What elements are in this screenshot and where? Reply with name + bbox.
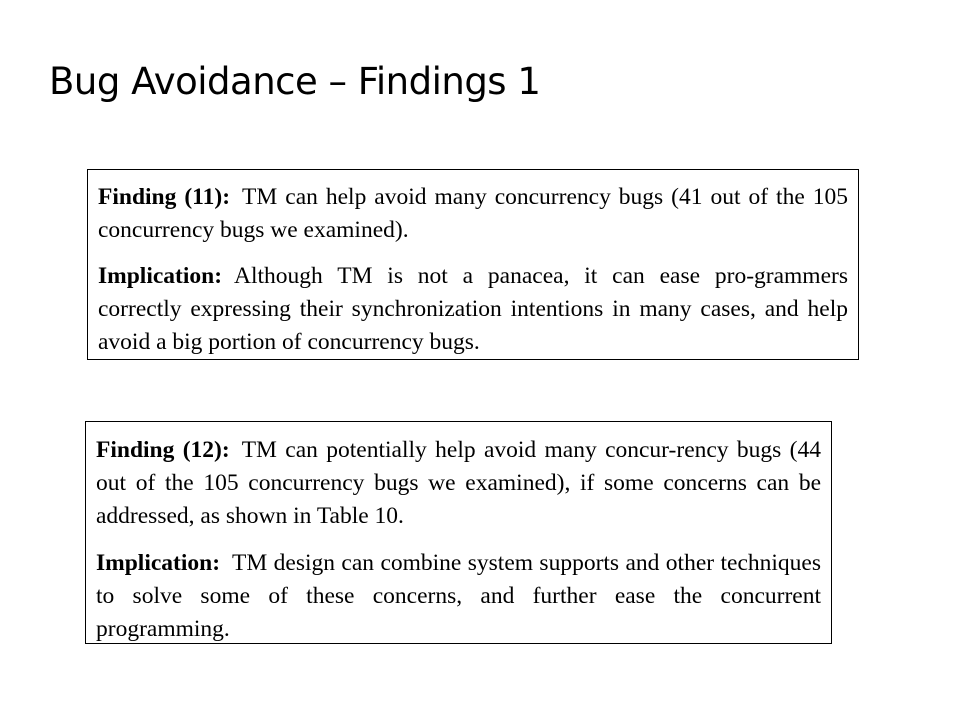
finding-11-text: TM can help avoid many concurrency bugs (41 out of the 105 concurrency bugs we examined). (98, 184, 848, 243)
implication-11-paragraph (98, 260, 848, 359)
finding-11-paragraph (98, 181, 848, 247)
finding-12-text: TM can potentially help avoid many concur-rency bugs (44 out of the 105 concurrency bugs we examined), if some concerns can be addressed, as shown in Table 10. (96, 437, 821, 529)
implication-12-label: Implication: (96, 550, 221, 576)
slide-title: Bug Avoidance – Findings 1 (49, 60, 541, 103)
implication-11-label: Implication: (98, 263, 223, 289)
finding-11-box (87, 169, 859, 360)
finding-12-label: Finding (12): (96, 437, 230, 463)
finding-12-paragraph (96, 434, 821, 533)
finding-12-box (85, 421, 832, 644)
implication-12-paragraph (96, 547, 821, 646)
implication-12-text: TM design can combine system supports and other techniques to solve some of these concerns, and further ease the concurrent programming. (96, 550, 821, 642)
finding-11-label: Finding (11): (98, 184, 231, 210)
implication-11-text: Although TM is not a panacea, it can ease pro-grammers correctly expressing their synchronization intentions in many cases, and help avoid a big portion of concurrency bugs. (98, 263, 848, 355)
